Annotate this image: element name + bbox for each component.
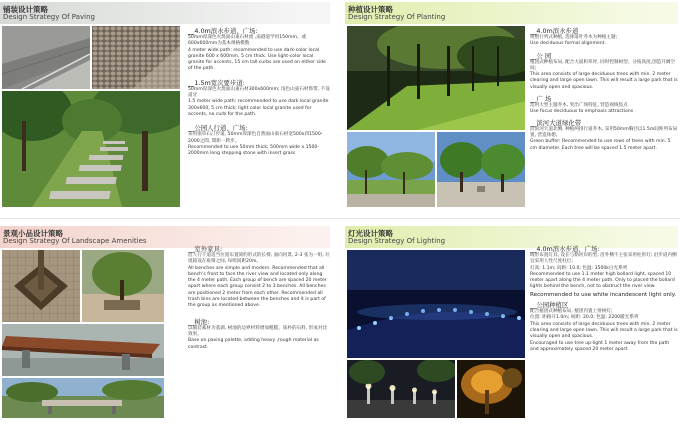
paving-photo-granite-path xyxy=(2,26,90,89)
lighting-s1-en: Recommended to use 1.1 meter high bollard light, spaced 10 meter apart along the 4 meter path. Only to placed the bollard lights behind the bench, not to obstruct the river view. xyxy=(530,271,675,290)
paving-s1-en: 4 meter wide path: recommended to use dark-color local granite 600 x 600mm, 5 cm thick. Use light-color local granite for accents, 15 cm tall curbs are used on either side of the path. xyxy=(188,47,326,72)
planting-title-cn: 种植设计策略 xyxy=(348,5,393,14)
planting-s1-head: __4.0m滨水步道 xyxy=(530,27,579,35)
paving-header xyxy=(0,2,330,24)
planting-s3-en: Use focus deciduous to emphasis attractions xyxy=(530,109,634,115)
amenities-photo-riverside-bench xyxy=(2,378,164,418)
paving-photo-cobblestone xyxy=(92,26,180,89)
amenities-title-en: Design Strategy Of Landscape Amenities xyxy=(3,237,147,245)
lighting-title-en: Design Strategy Of Lighting xyxy=(348,237,446,245)
amenities-title-cn: 景观小品设计策略 xyxy=(3,229,63,238)
paving-photo-stepping-stones xyxy=(2,91,180,207)
paving-title-en: Design Strategy Of Paving xyxy=(3,13,95,21)
amenities-s1-head: __室外家具: xyxy=(188,245,223,253)
planting-s3-cn: 选用大型主题乔木, 突出广场特征, 营造视线焦点 xyxy=(530,103,628,109)
lighting-s1-head: __4.0m滨水步道、广场: xyxy=(530,245,600,253)
lighting-photo-bollard-lights xyxy=(347,360,455,418)
planting-s1-cn: 规整行列式种植, 选择落叶乔木为种植主题; xyxy=(530,35,618,40)
lighting-title-cn: 灯光设计策略 xyxy=(348,229,393,238)
planting-s2-en: This area consists of large deciduous trees with min. 2 meter clearing and large open lawn. This will result a large park that is visually open and spacious. xyxy=(530,72,678,90)
planting-s4-head: __滨河大道绿化带 xyxy=(530,118,582,127)
lighting-text xyxy=(530,244,678,440)
planting-header xyxy=(345,2,678,24)
amenities-s2-en: Base on paving palette, adding heavy ,rough material as contrast. xyxy=(188,338,319,350)
planting-s1-en: Use deciduous formal alignment. xyxy=(530,41,606,47)
planting-photo-plaza-trees xyxy=(437,132,525,207)
lighting-s1-en2: Recommended to use white incandescent light only. xyxy=(530,291,677,298)
paving-title-cn: 铺装设计策略 xyxy=(3,5,48,14)
planting-photo-park-lawn xyxy=(347,26,525,130)
paving-s1-head: __4.0m滨水步道、广场: xyxy=(188,27,258,35)
lighting-s2-spec: 位置: 距路开1.0m; 间距: 20.0; 色温: 2200暖光系列 xyxy=(530,315,639,321)
lighting-s2-en2: Encouraged to use tree up-light 1 meter away from the path and approximately spaced 20 meter apart. xyxy=(530,340,670,352)
planting-s4-en: Green buffer: Recommended to use rows of trees with min. 5 cm diameter. Each tree will be spaced 1.5 meter apart. xyxy=(530,139,671,151)
amenities-photo-wooden-bench xyxy=(2,324,164,376)
lighting-s2-cn: 配合植团式种植布局, 植团内置上射树灯; xyxy=(530,309,613,315)
paving-text xyxy=(188,26,330,211)
paving-s3-head: __公园人行道、广场: xyxy=(188,124,248,133)
paving-s1-cn: 50mm厚深色火烧面山東石材流 ,南港道学用150mm、或600x600mm为基本规格模数 xyxy=(188,35,307,47)
lighting-s2-head: __公园种植区 xyxy=(530,301,569,310)
planting-photo-tree-avenue xyxy=(347,132,435,207)
lighting-s2-en: This area consists of large deciduous trees with min. 2 meter clearing and large open lawn. This will result a large park that is visually open and spacious. xyxy=(530,321,678,340)
amenities-photo-planted-square xyxy=(82,250,164,322)
planting-s3-head: __广 场 xyxy=(530,95,552,104)
amenities-s1-cn: 沿人行千道适当位置布置简约形式的长椅, 面向河景, 2-3 张为一组, 垃圾箱设在座椅之间, 每组间距20m。 xyxy=(188,253,330,265)
planting-text xyxy=(530,26,678,211)
paving-s2-en: 1.5 meter wide path: recommended to use dark local granite 300x600, 5 cm thick; light color local granite used for accents, no curb for the path. xyxy=(188,99,329,117)
lighting-s1-spec: 灯高: 1.1m; 间距: 10.0; 色温: 3500k白光系列 xyxy=(530,265,628,271)
amenities-s2-head: __树池: xyxy=(188,317,210,326)
lighting-photo-night-path xyxy=(347,250,525,358)
paving-s3-cn: 采用嵌草石汀步道, 50mm厚深色自然面山東石材宽500x四1500-2000之間, 間距一跨步。 xyxy=(188,132,323,144)
planting-s4-cn: 沿滨河大道北侧, 种植两排行道乔木, 采用50mm胸径以1.5m间距列布局置, 营造休憩。 xyxy=(530,126,678,138)
paving-s2-head: __1.5m宽次要步道: xyxy=(188,78,245,87)
amenities-photo-tree-grate xyxy=(2,250,80,322)
planting-s2-cn: 植团式种植布局, 配合大面积草坪, 同时控制树型、分枝高度,创造开阔空间; xyxy=(530,59,676,71)
amenities-s1-en: All benches are simple and modern. Recommended that all bench's front to face the river view and located only along the 4 meter path. Each group of bench are spaced 20 meter apart where each group consist 2 to 3 benches. All benches are positioned 2 meter from each other. Recommended all trash bins are located between the benches and it is part of the group as mentioned above. xyxy=(188,265,327,309)
paving-s3-en: Recommended to use 50mm thick; 500mm wide x 1500-2000mm long stepping stone with insert grass xyxy=(188,144,319,157)
planting-title-en: Design Strategy Of Planting xyxy=(348,13,446,21)
paving-s2-cn: 50mm厚深色火烧面山東石材300x600mm; 浅色山東石材饰带, 不设道牙 xyxy=(188,86,330,99)
lighting-s1-cn: 线形布置灯具, 设在与勒河岸的型, 沿外侧不主张采用柱形灯; 沿步道内侧宜采用人性尺度柱灯; xyxy=(530,253,677,265)
amenities-s2-cn: 以铺装素材为基调, 树池的边界材料增加粗糙、质朴的石料, 形成对比效果。 xyxy=(188,325,328,337)
amenities-text xyxy=(188,244,330,440)
lighting-photo-tree-uplight xyxy=(457,360,525,418)
planting-s2-head: __公 园 xyxy=(530,51,552,60)
horizontal-divider xyxy=(0,218,680,219)
